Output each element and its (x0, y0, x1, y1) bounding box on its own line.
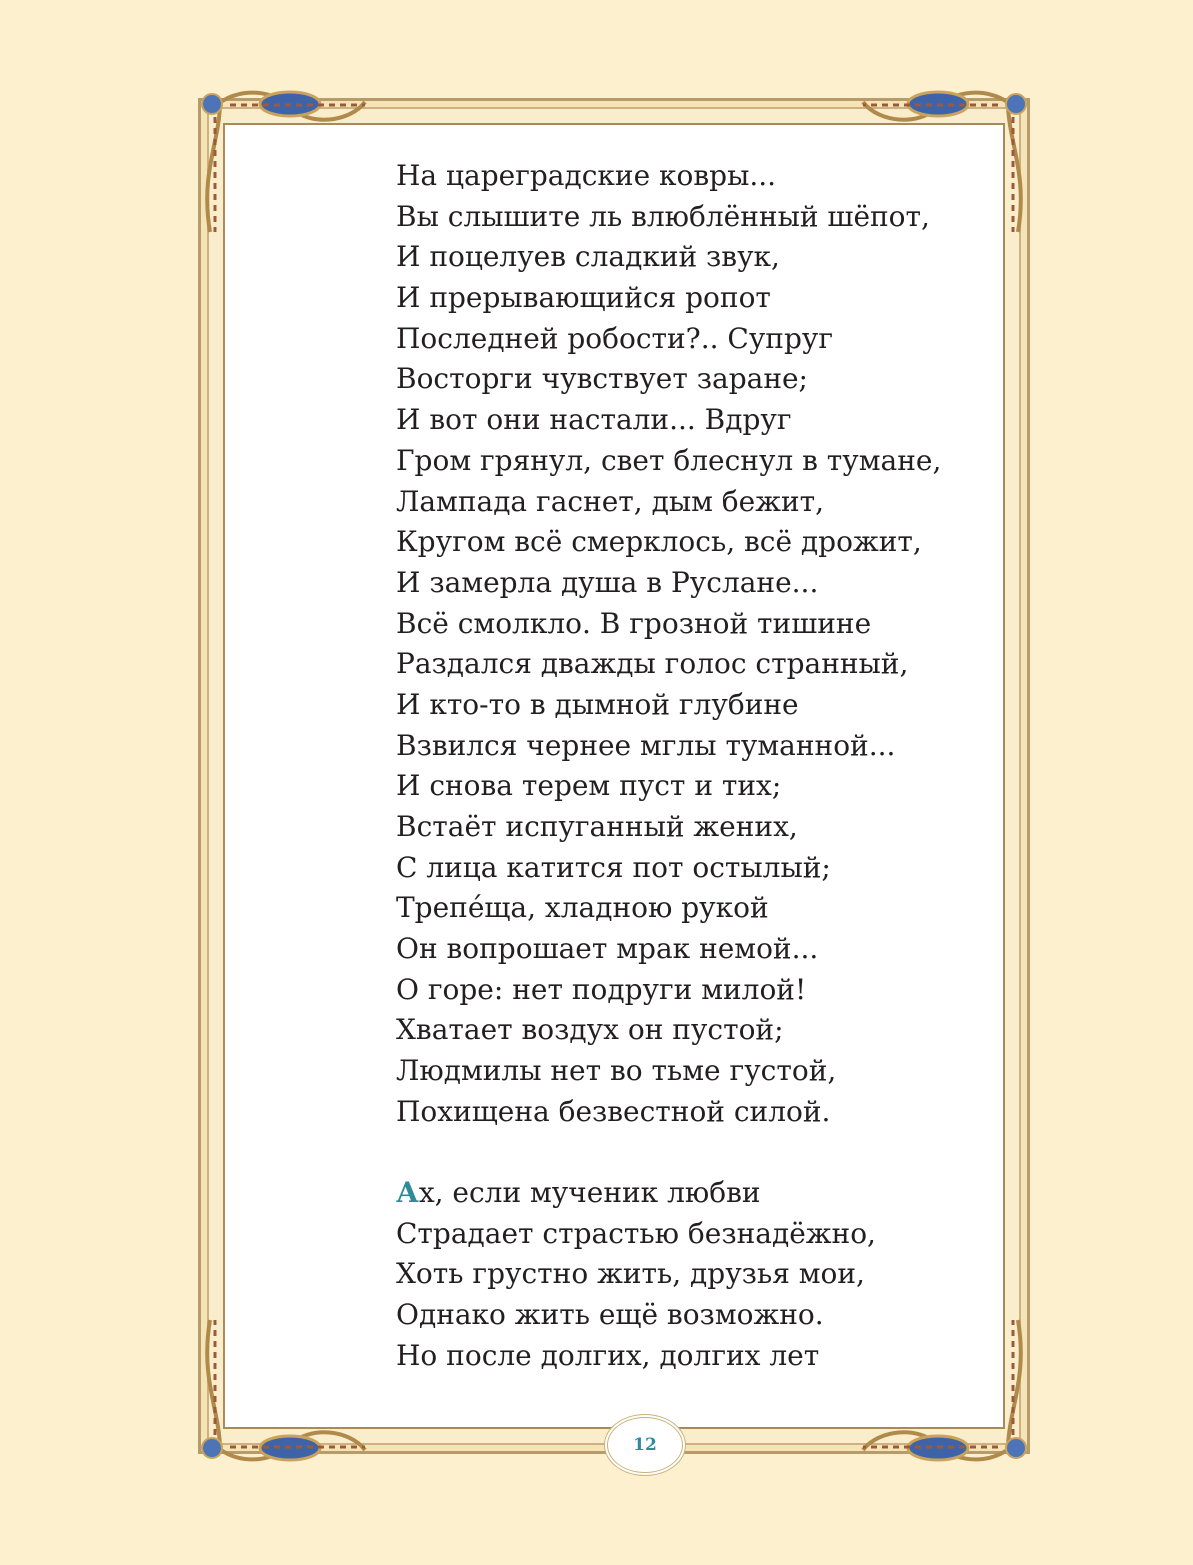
poem-line: Хватает воздух он пустой; (396, 1013, 784, 1047)
page-number-medallion (604, 1414, 686, 1476)
poem-stanza-2 (396, 1173, 996, 1376)
poem-line: И снова терем пуст и тих; (396, 769, 782, 803)
poem-line: Вы слышите ль влюблённый шёпот, (396, 199, 930, 233)
first-line-text: х, если мученик любви (418, 1176, 761, 1209)
poem-line: Но после долгих, долгих лет (396, 1338, 820, 1372)
poem-line: Хоть грустно жить, друзья мои, (396, 1257, 865, 1291)
poem-line: Он вопрошает мрак немой... (396, 932, 819, 966)
corner-ornament-bottom-left (190, 1310, 370, 1470)
poem-line: Гром грянул, свет блеснул в тумане, (396, 443, 942, 477)
poem-line: Однако жить ещё возможно. (396, 1298, 824, 1332)
poem-line: Похищена безвестной силой. (396, 1094, 831, 1128)
poem-line: О горе: нет подруги милой! (396, 972, 807, 1006)
poem-line-first (396, 1173, 996, 1214)
poem-line: И поцелуев сладкий звук, (396, 240, 780, 274)
poem-line: Встаёт испуганный жених, (396, 810, 798, 843)
poem-line: Лампада гаснет, дым бежит, (396, 484, 825, 518)
poem-line: С лица катится пот остылый; (396, 850, 831, 884)
corner-ornament-top-left (190, 82, 370, 242)
poem-stanza-1 (396, 156, 996, 1133)
poem-line: Последней робости?.. Супруг (396, 321, 834, 355)
poem-line: И кто-то в дымной глубине (396, 687, 799, 721)
poem-line: На цареградские ковры... (396, 159, 777, 192)
poem-line: И прерывающийся ропот (396, 281, 771, 315)
poem-line: Раздался дважды голос странный, (396, 647, 909, 681)
poem-line: Взвился чернее мглы туманной... (396, 728, 896, 762)
poem-line: Трепе́ща, хладною рукой (396, 891, 769, 925)
poem-line: И замерла душа в Руслане... (396, 565, 819, 599)
poem-line: Людмилы нет во тьме густой, (396, 1054, 837, 1088)
poem-line: И вот они настали... Вдруг (396, 403, 792, 437)
poem-line: Страдает страстью безнадёжно, (396, 1216, 876, 1250)
drop-cap: А (396, 1176, 419, 1209)
page-number: 12 (633, 1435, 657, 1455)
poem-line: Всё смолкло. В грозной тишине (396, 606, 872, 640)
poem-line: Восторги чувствует заране; (396, 362, 808, 396)
poem-line: Кругом всё смерклось, всё дрожит, (396, 525, 922, 559)
